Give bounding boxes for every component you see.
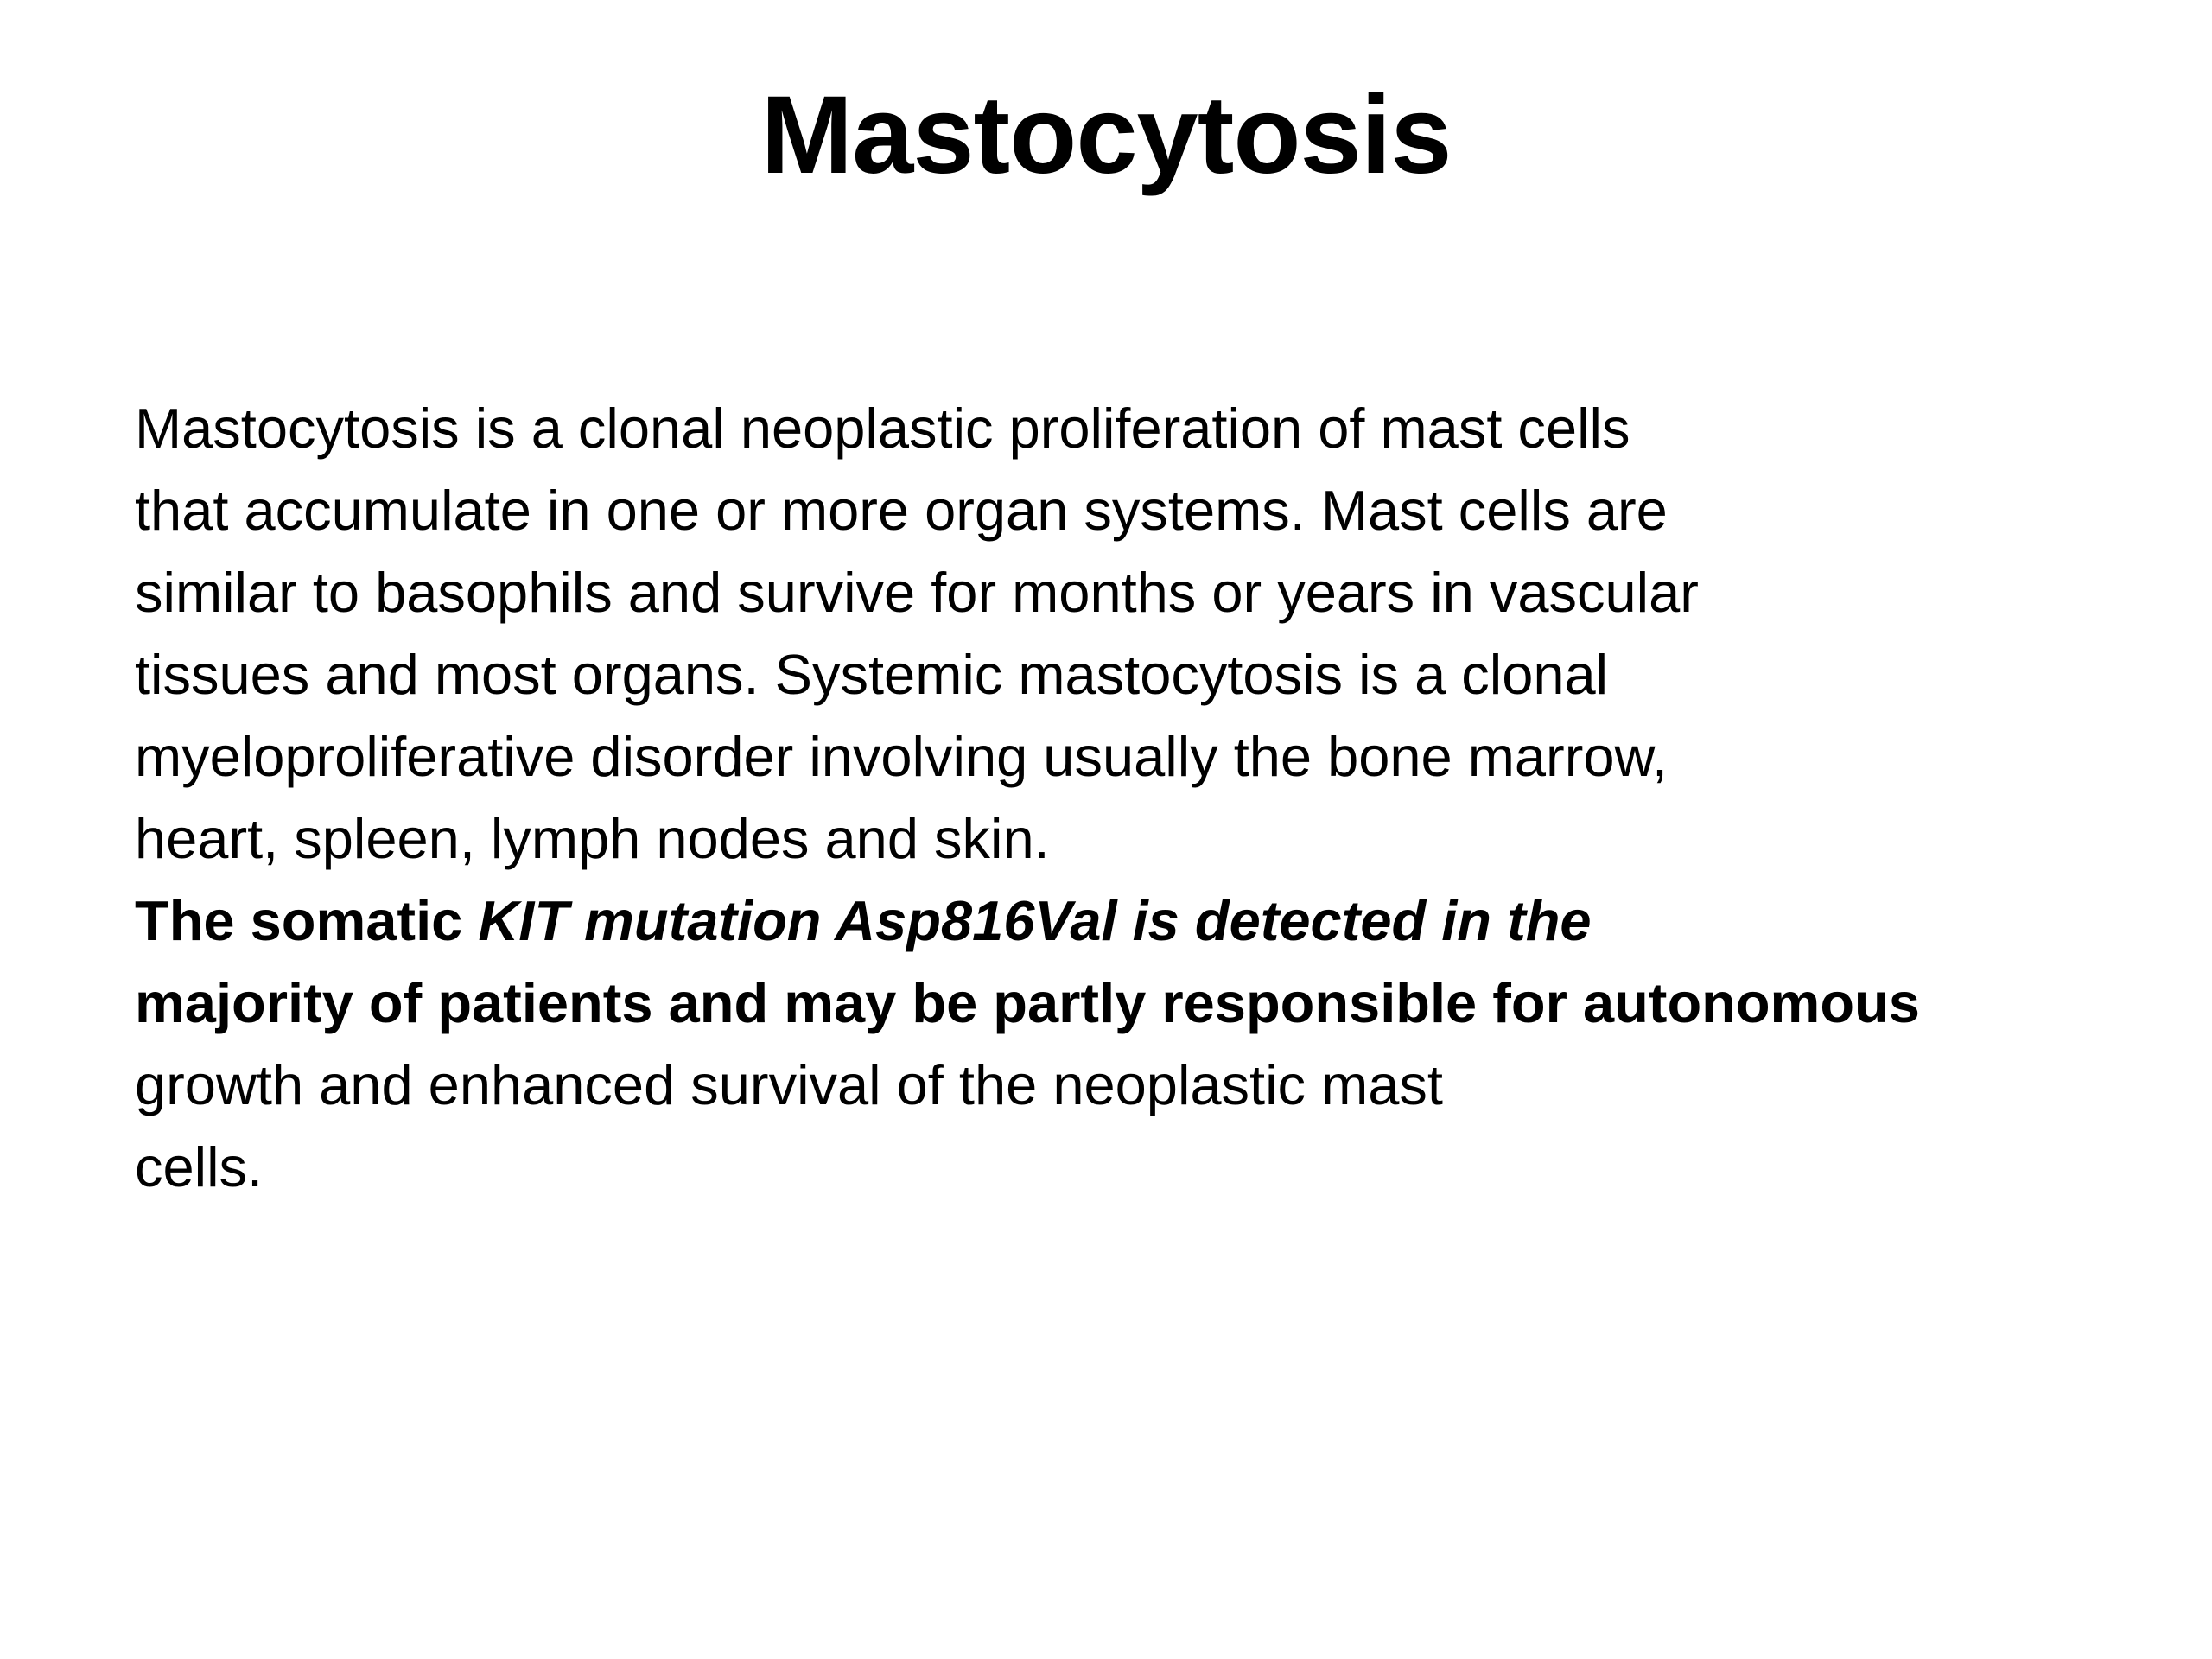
emphasis-bold-italic-text: KIT mutation Asp816Val is detected in the	[478, 889, 1592, 952]
slide-body	[135, 387, 2122, 1208]
emphasis-line-bold: majority of patients and may be partly responsible for autonomous	[135, 971, 1920, 1034]
body-line: similar to basophils and survive for months or years in vascular	[135, 561, 1699, 624]
emphasis-line	[135, 880, 2122, 962]
body-line: Mastocytosis is a clonal neoplastic proliferation of mast cells	[135, 397, 1630, 460]
closing-line: growth and enhanced survival of the neoplastic mast	[135, 1053, 1443, 1116]
body-line: heart, spleen, lymph nodes and skin.	[135, 807, 1050, 870]
emphasis-bold-text: The somatic	[135, 889, 479, 952]
body-line: that accumulate in one or more organ systems. Mast cells are	[135, 479, 1668, 542]
body-line: tissues and most organs. Systemic mastocytosis is a clonal	[135, 643, 1609, 706]
closing-line: cells.	[135, 1135, 264, 1198]
slide-title: Mastocytosis	[760, 73, 1452, 197]
body-line: myeloproliferative disorder involving usually the bone marrow,	[135, 725, 1668, 788]
